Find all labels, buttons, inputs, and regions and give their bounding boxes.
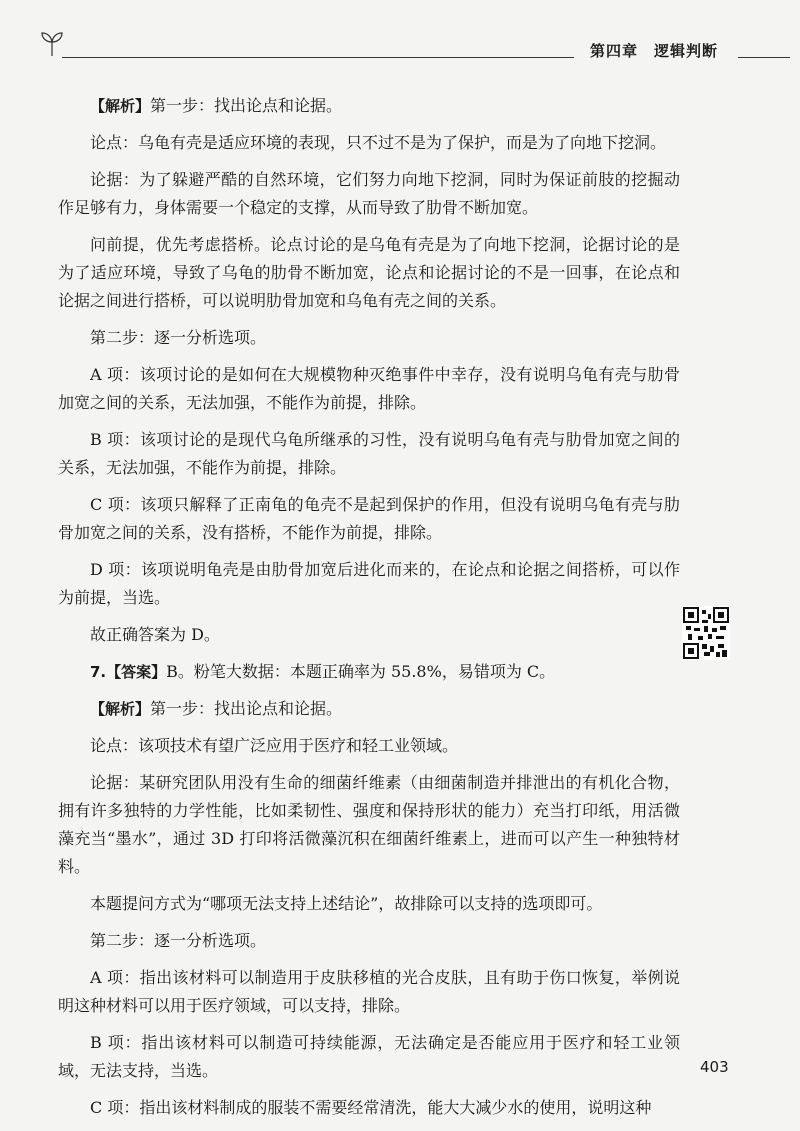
paragraph-text: 论据：某研究团队用没有生命的细菌纤维素（由细菌制造并排泄出的有机化合物，拥有许多独特的力学性能，比如柔韧性、强度和保持形状的能力）充当打印纸，用活微藻充当“墨水”，通过 3D 打印将活微藻沉积在细菌纤维素上，进而可以产生一种独特材料。 — [58, 773, 680, 876]
paragraph-text: C 项：该项只解释了正南龟的龟壳不是起到保护的作用，但没有说明乌龟有壳与肋骨加宽之间的关系，没有搭桥，不能作为前提，排除。 — [58, 495, 680, 542]
page-header — [0, 20, 800, 60]
paragraph — [58, 769, 680, 881]
paragraph-text: B。粉笔大数据：本题正确率为 55.8%，易错项为 C。 — [166, 662, 556, 681]
paragraph-text: C 项：指出该材料制成的服装不需要经常清洗，能大大减少水的使用，说明这种 — [90, 1098, 652, 1117]
main-text — [58, 92, 680, 1131]
paragraph — [58, 1094, 680, 1122]
paragraph — [58, 324, 680, 352]
paragraph-text: 问前提，优先考虑搭桥。论点讨论的是乌龟有壳是为了向地下挖洞，论据讨论的是为了适应环境，导致了乌龟的肋骨不断加宽，论点和论据讨论的不是一回事，在论点和论据之间进行搭桥，可以说明肋骨加宽和乌龟有壳之间的关系。 — [58, 235, 680, 310]
bold-label: 7.【答案】 — [90, 663, 167, 681]
bold-label: 【解析】 — [90, 700, 151, 718]
paragraph-text: 本题提问方式为“哪项无法支持上述结论”，故排除可以支持的选项即可。 — [90, 894, 603, 913]
paragraph — [58, 129, 680, 157]
paragraph — [58, 695, 680, 723]
paragraph — [58, 890, 680, 918]
qr-code-icon[interactable] — [682, 606, 730, 660]
paragraph-text: 第一步：找出论点和论据。 — [150, 96, 343, 115]
paragraph — [58, 1029, 680, 1085]
paragraph — [58, 491, 680, 547]
bold-label: 【解析】 — [90, 97, 151, 115]
paragraph — [58, 927, 680, 955]
paragraph-text: 论点：该项技术有望广泛应用于医疗和轻工业领域。 — [90, 736, 459, 755]
paragraph-text: D 项：该项说明龟壳是由肋骨加宽后进化而来的，在论点和论据之间搭桥，可以作为前提，当选。 — [58, 560, 680, 607]
paragraph — [58, 92, 680, 120]
paragraph — [58, 964, 680, 1020]
paragraph-text: A 项：指出该材料可以制造用于皮肤移植的光合皮肤，且有助于伤口恢复，举例说明这种材料可以用于医疗领域，可以支持，排除。 — [58, 968, 680, 1015]
paragraph — [58, 166, 680, 222]
paragraph-text: 第二步：逐一分析选项。 — [90, 328, 267, 347]
paragraph-text: 第二步：逐一分析选项。 — [90, 931, 267, 950]
paragraph-text: 故正确答案为 D。 — [90, 625, 220, 644]
paragraph — [58, 556, 680, 612]
paragraph-text: B 项：指出该材料可以制造可持续能源，无法确定是否能应用于医疗和轻工业领域，无法支持，当选。 — [58, 1033, 680, 1080]
paragraph-text: 第一步：找出论点和论据。 — [150, 699, 343, 718]
paragraph-text: B 项：该项讨论的是现代乌龟所继承的习性，没有说明乌龟有壳与肋骨加宽之间的关系，无法加强，不能作为前提，排除。 — [58, 430, 680, 477]
paragraph — [58, 361, 680, 417]
header-rule-left — [62, 57, 574, 58]
paragraph — [58, 426, 680, 482]
paragraph-text: A 项：该项讨论的是如何在大规模物种灭绝事件中幸存，没有说明乌龟有壳与肋骨加宽之间的关系，无法加强，不能作为前提，排除。 — [58, 365, 680, 412]
header-rule-right — [738, 57, 790, 58]
paragraph — [58, 231, 680, 315]
paragraph — [58, 732, 680, 760]
paragraph — [58, 658, 680, 686]
leaf-icon — [40, 30, 64, 58]
chapter-title: 第四章 逻辑判断 — [590, 42, 719, 60]
paragraph-text: 论据：为了躲避严酷的自然环境，它们努力向地下挖洞，同时为保证前肢的挖掘动作足够有力，身体需要一个稳定的支撑，从而导致了肋骨不断加宽。 — [58, 170, 680, 217]
page-number: 403 — [700, 1058, 729, 1076]
paragraph-text: 论点：乌龟有壳是适应环境的表现，只不过不是为了保护，而是为了向地下挖洞。 — [90, 133, 667, 152]
paragraph — [58, 621, 680, 649]
